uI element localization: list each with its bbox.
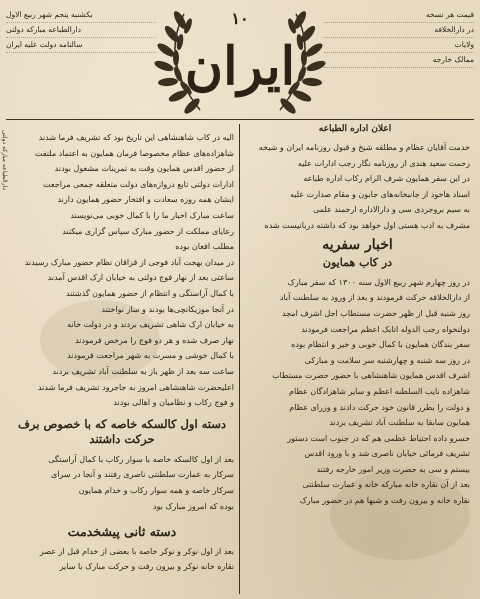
- text-line: در روز سه شنبه و چهارشنبه سر سلامت و مبارکی: [304, 355, 470, 365]
- left-column: [10, 130, 234, 595]
- text-line: بیستم و سی به حضرت وزیر امور خارجه رفتند: [316, 464, 470, 474]
- text-line: در این سفر همایون شرف الزام رکاب اداره طباعه: [303, 174, 470, 184]
- text-line: مشرف به ادب هستی اول خواهد بود که داشته دربانیست شده: [264, 220, 470, 230]
- laurel-wreath-icon: [140, 0, 340, 118]
- right-column: [245, 140, 470, 595]
- text-line: رعایای مملکت از حضور مبارک سپاس گزاری میکنند: [62, 226, 234, 236]
- text-line: بعد از اول کالسکه خاصه با سوار رکاب با کمال آراستگی: [48, 454, 234, 464]
- text-line: در روز چهارم شهر ربیع الاول سنه ۱۳۰۰ که سفر مبارک: [287, 277, 470, 287]
- masthead-left-line: دارالطباعه مبارکه دولتی: [6, 23, 156, 38]
- text-line: با کمال خوشی و مسرت به شهر مراجعت فرمودند: [67, 351, 234, 361]
- masthead-left-line: سالنامه دولت علیه ایران: [6, 38, 156, 53]
- text-line: مطلب افغان بوده: [175, 242, 234, 252]
- text-line: شاهزاده‌های عظام مخصوصا فرمان همایون به اعتماد ملتفت: [34, 148, 234, 158]
- text-line: اعلیحضرت شاهنشاهی امروز به جاجرود تشریف فرما شدند: [37, 382, 234, 392]
- text-line: روز شنبه قبل از ظهر حضرت مستطاب اجل اشرف امجد: [281, 308, 470, 318]
- masthead-right-line: قیمت هر نسخه: [324, 8, 474, 23]
- masthead-right-line: در دارالخلافه: [324, 23, 474, 38]
- text-line: شاهزاده نایب السلطنه اعظم و سایر شاهزادگان عظام: [289, 386, 470, 396]
- text-line: همایون سابقا به سلطنت آباد تشریف بردند: [329, 418, 470, 428]
- text-line: سفر بندگان همایون با کمال خوبی و خیر و انتظام بوده: [291, 340, 470, 350]
- text-line: ساعتی بعد از نهار فوج دولتی به خیابان ارک اقدس آمدند: [47, 273, 234, 283]
- text-line: بعد از اول نوکر و نوکر خاصه با بعضی از خدام قبل از عصر: [39, 546, 234, 556]
- issue-number: ۱۰: [231, 9, 249, 28]
- masthead-crest: [140, 0, 340, 118]
- masthead-left-line: یکشنبه پنجم شهر ربیع الاول: [6, 8, 156, 23]
- masthead: [0, 0, 480, 118]
- text-line: به سیم بروجردی سی و دارالاداره ارجمند علمی: [313, 205, 470, 215]
- text-line: و فوج رکاب و نظامیان و اهالی بودند: [113, 398, 234, 408]
- text-line: در آنجا موزیکانچی‌ها بودند و ساز نواختند: [101, 304, 234, 314]
- text-line: ادارات دولتی تابع دروازه‌های دولت متعلقه جمعی مراجعت: [43, 179, 234, 189]
- text-line: ساعت مبارک اخبار ما را با کمال خوبی می‌نویسند: [70, 210, 234, 220]
- text-line: از حضور اقدس همایون وقت به تمرینات مشغول بودند: [54, 164, 234, 174]
- text-line: سرکار به عمارت سلطنتی ناصری رفتند و آنجا در سرای: [50, 470, 234, 480]
- masthead-right-line: ممالک خارجه: [324, 53, 474, 68]
- text-line: بوده که امروز مبارک بود: [152, 501, 234, 511]
- news-heading: اخبار سفریه: [322, 236, 393, 253]
- column-divider: [239, 124, 240, 594]
- announcement-heading: اعلان اداره الطباعه: [318, 124, 392, 134]
- section-heading-first: دسته اول کالسکه خاصه که با خصوص برف حرکت داشتند: [17, 416, 227, 447]
- text-line: نقاره خانه و بیرون رفت و شبها هم در حضور مبارک: [299, 496, 470, 506]
- text-line: خسرو داده احتیاط عظمی هم که در جنوب است دستور: [287, 433, 470, 443]
- text-line: به خیابان ارک شاهی تشریف بردند و در دولت خانه: [67, 320, 234, 330]
- text-line: تشریف فرمائی خیابان ناصری شد و با ورود اقدس: [304, 449, 470, 459]
- text-line: بعد از آن نقاره خانه مبارکه خانه و عمارت سلطنتی: [302, 480, 470, 490]
- text-line: در میدان بهجت آباد فوجی از قزاقان نظام حضور مبارک رسیدند: [24, 257, 234, 267]
- masthead-right-line: ولایات: [324, 38, 474, 53]
- text-line: نقاره خانه نوکر و بیرون رفت و حرکت مبارک با سایر: [59, 562, 234, 572]
- masthead-left-info: [6, 8, 156, 53]
- news-subheading: در کاب همایون: [322, 256, 393, 270]
- text-line: ایشان همه روزه سعادت و افتخار حضور همایون دارند: [57, 195, 234, 205]
- text-line: زحمت سعید هندی از روزنامه نگار رجب ادارات علیه: [297, 158, 470, 168]
- text-line: دولتخواه رجب الدوله اتابک اعظم مراجعت فرمودند: [301, 324, 470, 334]
- margin-note: دارالطباعه مبارکه دولتی: [1, 130, 8, 190]
- text-line: خدمت آقایان عظام و مطلقه شیخ و قبول روزنامه ایران و شیخه: [258, 143, 470, 152]
- text-line: اسناد هاخود از جانبخانه‌های جابون و مقام صدارت علیه: [289, 189, 470, 199]
- text-line: الیه در کاب شاهنشاهی این تاریخ بود که تشریف فرما شدند: [38, 133, 234, 142]
- text-line: از دارالخلافه حرکت فرمودند و بعد از ورود به سلطنت آباد: [279, 293, 470, 303]
- text-line: نهار صرف شده و هر دو فوج را مرخص فرمودند: [75, 335, 234, 345]
- text-line: با کمال آراستگی و انتظام از حضور همایون گذشتند: [65, 288, 234, 298]
- text-line: و دولت را بطرز قانون خود حرکت دادند و وزرای عظام: [289, 402, 470, 412]
- section-heading-second: دسته ثانی پیشخدمت: [67, 524, 177, 540]
- text-line: ساعت سه بعد از ظهر باز به سلطنت آباد تشریف بردند: [52, 366, 234, 376]
- text-line: سرکار خاصه و همه سوار رکاب و خدام همایون: [78, 486, 234, 496]
- masthead-rule: [6, 119, 474, 120]
- text-line: اشرف اقدس همایون شاهنشاهی با حضور حضرت مستطاب: [272, 371, 470, 381]
- masthead-right-info: [324, 8, 474, 68]
- newspaper-title: ایران: [184, 36, 296, 97]
